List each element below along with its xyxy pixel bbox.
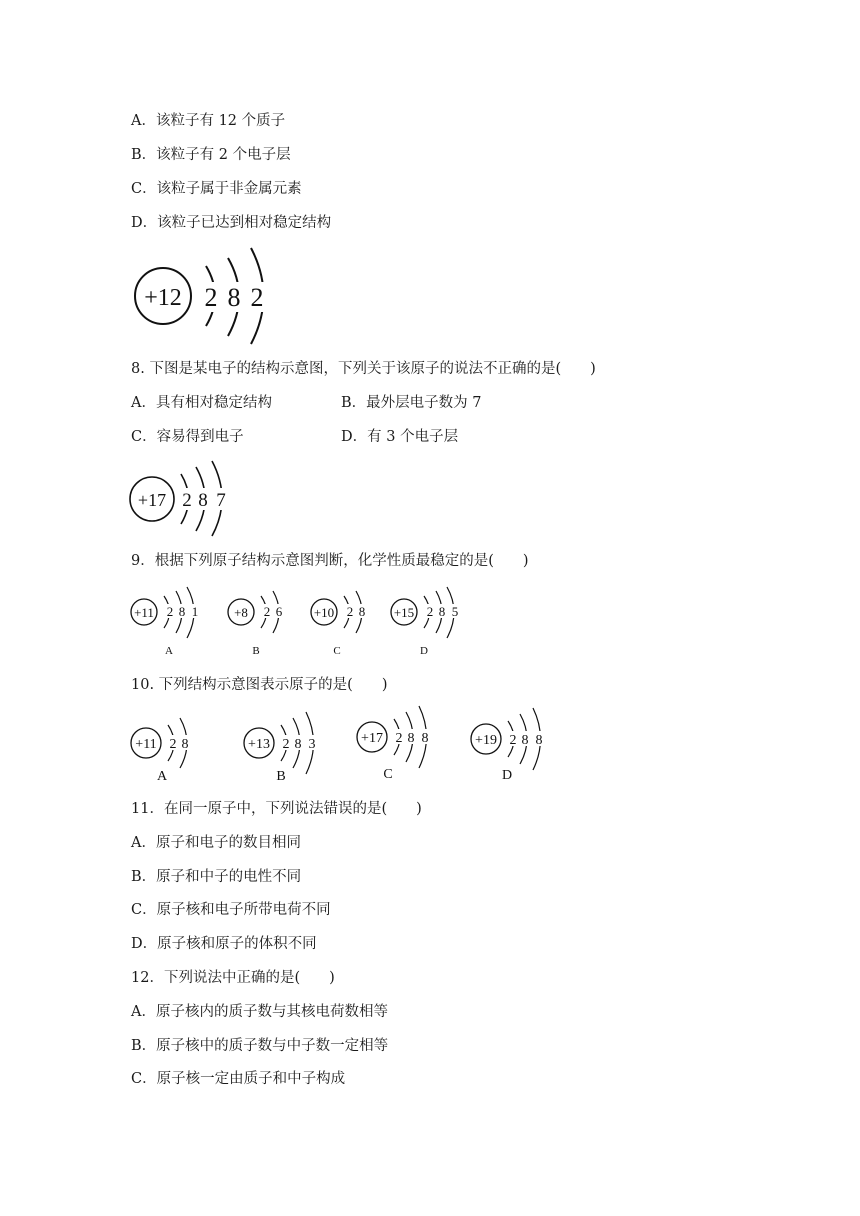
- shell-electrons: 8: [535, 733, 543, 748]
- q12-option-c: C．原子核一定由质子和中子构成: [131, 1071, 346, 1087]
- shell-electrons: 5: [451, 604, 459, 619]
- q8-atom-diagram: [128, 458, 234, 536]
- shell-electrons: 2: [282, 737, 290, 752]
- shell-electrons: 2: [250, 283, 264, 312]
- shell-electrons: 8: [227, 283, 241, 312]
- shell-electrons: 8: [521, 733, 529, 748]
- q8-option-b: B．最外层电子数为 7: [341, 395, 482, 411]
- q12-option-b: B．原子核中的质子数与中子数一定相等: [131, 1038, 389, 1054]
- diagram-label: C: [333, 645, 341, 657]
- nucleus-charge: +13: [248, 737, 270, 752]
- nucleus-charge: +8: [234, 605, 248, 620]
- shell-electrons: 2: [169, 737, 177, 752]
- q9-diagram-a: [131, 587, 200, 657]
- shell-electrons: 8: [421, 731, 429, 746]
- diagram-label: D: [501, 768, 513, 783]
- q12-stem: 12．下列说法中正确的是( ): [131, 970, 335, 986]
- shell-electrons: 6: [275, 604, 283, 619]
- shell-electrons: 1: [191, 604, 199, 619]
- nucleus-charge: +10: [313, 605, 335, 620]
- shell-electrons: 2: [426, 604, 434, 619]
- shell-electrons: 2: [346, 604, 354, 619]
- diagram-label: A: [165, 645, 173, 657]
- q7-atom-diagram: [130, 244, 270, 348]
- nucleus-charge: +19: [475, 733, 497, 748]
- nucleus-charge: +17: [137, 490, 167, 510]
- shell-electrons: 8: [181, 737, 189, 752]
- nucleus-charge: +17: [361, 731, 383, 746]
- q8-option-c: C．容易得到电子: [131, 429, 244, 445]
- q10-diagram-b: [244, 712, 318, 784]
- q10-diagram-d: [471, 708, 545, 783]
- diagram-label: A: [156, 769, 168, 784]
- shell-electrons: 2: [509, 733, 517, 748]
- q7-option-c: C．该粒子属于非金属元素: [131, 181, 302, 197]
- q10-diagram-c: [357, 706, 431, 782]
- shell-electrons: 8: [198, 490, 208, 511]
- q10-diagram-a: [131, 718, 191, 784]
- q8-option-a: A．具有相对稳定结构: [131, 395, 272, 411]
- q7-option-b: B．该粒子有 2 个电子层: [131, 147, 291, 163]
- q12-option-a: A．原子核内的质子数与其核电荷数相等: [131, 1004, 388, 1020]
- q7-option-d: D．该粒子已达到相对稳定结构: [131, 215, 332, 231]
- q9-atom-diagrams: [128, 584, 488, 660]
- nucleus-charge: +11: [135, 737, 157, 752]
- shell-electrons: 3: [308, 737, 316, 752]
- shell-electrons: 2: [395, 731, 403, 746]
- q11-option-b: B．原子和中子的电性不同: [131, 869, 302, 885]
- diagram-label: C: [383, 767, 393, 782]
- nucleus-charge: +11: [134, 605, 154, 620]
- q9-diagram-c: [311, 591, 367, 657]
- shell-electrons: 8: [294, 737, 302, 752]
- shell-electrons: 2: [204, 283, 218, 312]
- q11-option-d: D．原子核和原子的体积不同: [131, 936, 317, 952]
- q10-stem: 10. 下列结构示意图表示原子的是( ): [131, 677, 388, 693]
- q7-option-a: A．该粒子有 12 个质子: [131, 113, 286, 129]
- diagram-label: B: [276, 769, 286, 784]
- shell-electrons: 2: [263, 604, 271, 619]
- q8-stem: 8. 下图是某电子的结构示意图，下列关于该原子的说法不正确的是( ): [131, 361, 596, 377]
- nucleus-charge: +12: [144, 285, 182, 311]
- q11-option-c: C．原子核和电子所带电荷不同: [131, 902, 331, 918]
- shell-electrons: 7: [216, 490, 226, 511]
- diagram-label: B: [252, 645, 260, 657]
- q11-option-a: A．原子和电子的数目相同: [131, 835, 301, 851]
- shell-electrons: 8: [358, 604, 366, 619]
- nucleus-charge: +15: [393, 605, 415, 620]
- q10-atom-diagrams: [128, 708, 548, 788]
- diagram-label: D: [420, 645, 428, 657]
- shell-electrons: 2: [166, 604, 174, 619]
- q9-diagram-d: [391, 587, 460, 657]
- shell-electrons: 8: [438, 604, 446, 619]
- shell-electrons: 8: [178, 604, 186, 619]
- q9-stem: 9．根据下列原子结构示意图判断，化学性质最稳定的是( ): [131, 553, 529, 569]
- shell-electrons: 8: [407, 731, 415, 746]
- q9-diagram-b: [228, 591, 284, 657]
- q11-stem: 11．在同一原子中，下列说法错误的是( ): [131, 801, 422, 817]
- shell-electrons: 2: [182, 490, 192, 511]
- q8-option-d: D．有 3 个电子层: [341, 429, 459, 445]
